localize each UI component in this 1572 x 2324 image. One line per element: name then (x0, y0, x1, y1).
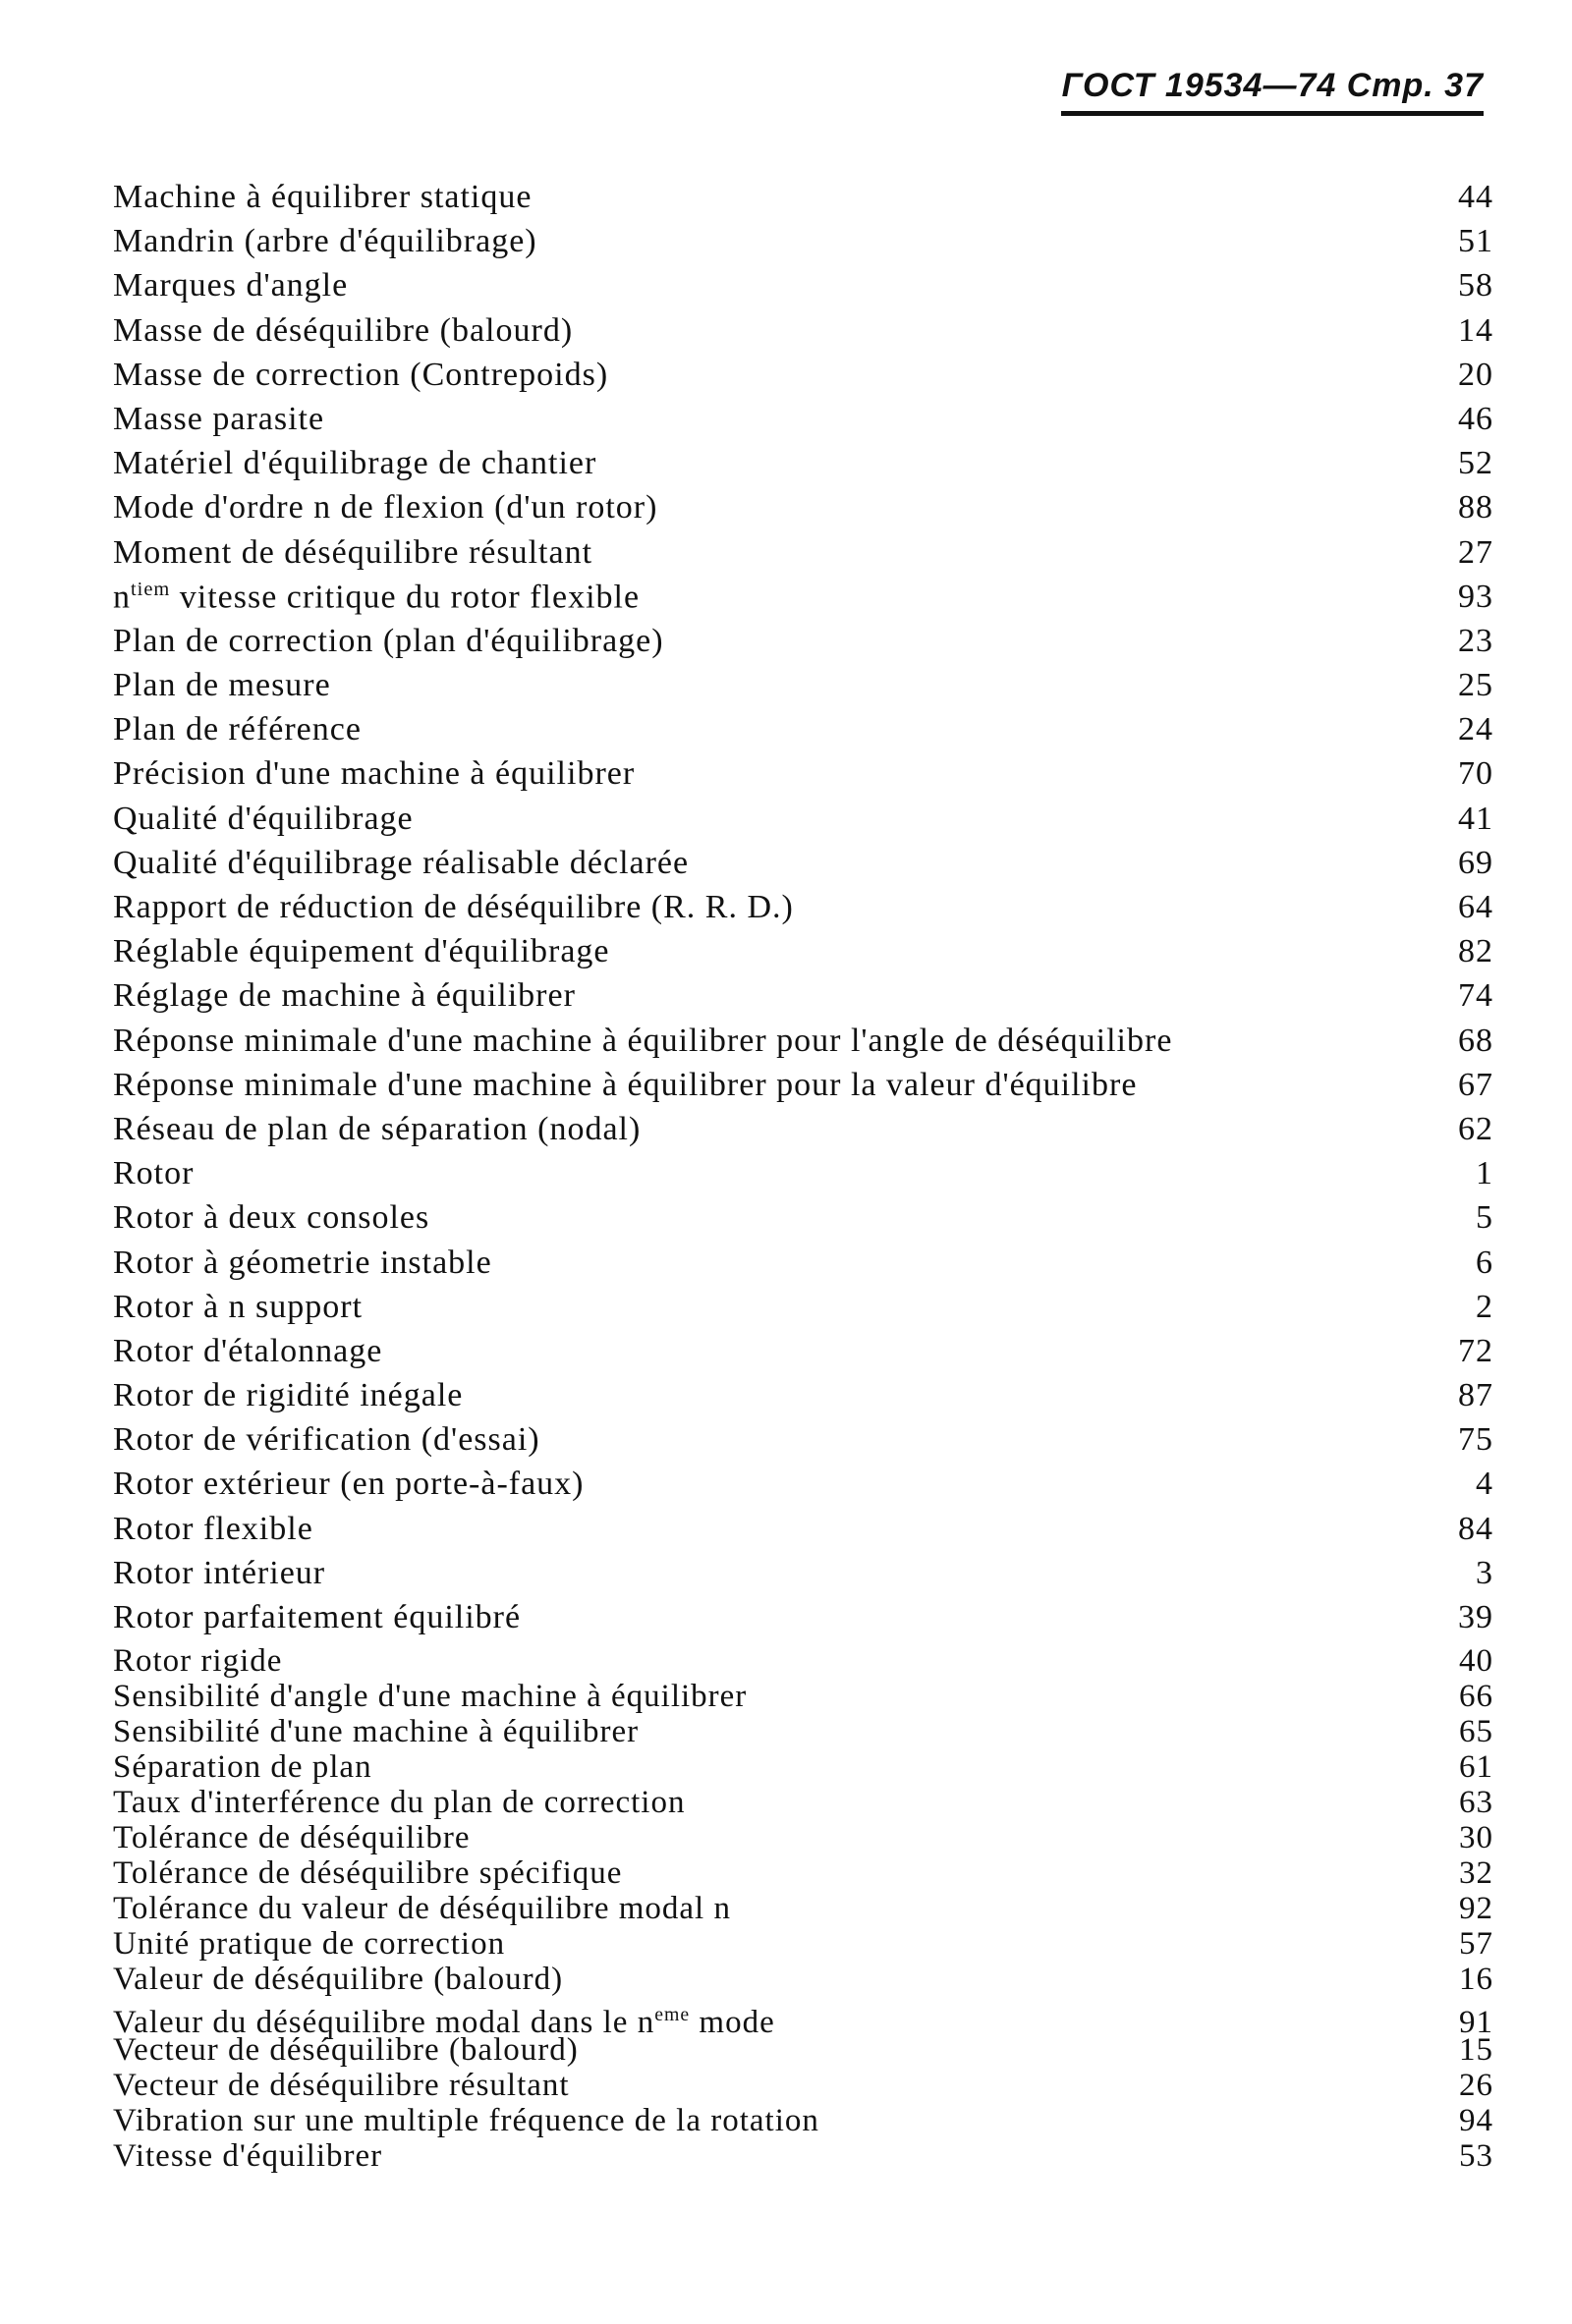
index-entry (113, 1333, 1493, 1377)
index-page-number: 68 (1458, 1022, 1493, 1059)
index-entry (113, 1289, 1493, 1333)
index-page-number: 70 (1458, 755, 1493, 793)
index-term: Réseau de plan de séparation (nodal) (113, 1110, 642, 1147)
index-page-number: 57 (1459, 1926, 1493, 1963)
index-entry (113, 1155, 1493, 1199)
index-term: Rotor à n support (113, 1288, 364, 1325)
index-page-number: 5 (1476, 1199, 1493, 1237)
index-entry (113, 223, 1493, 267)
index-page-number: 40 (1459, 1643, 1493, 1680)
index-term: Marques d'angle (113, 267, 349, 304)
index-entry (113, 1377, 1493, 1421)
index-entry (113, 1926, 1493, 1962)
index-term: Rotor à deux consoles (113, 1199, 430, 1237)
index-page-number: 2 (1476, 1288, 1493, 1325)
index-entry (113, 1714, 1493, 1749)
page-header-text: ГОСТ 19534—74 Стр. 37 (1061, 67, 1484, 104)
index-term: Vibration sur une multiple fréquence de la rotation (113, 2103, 819, 2139)
index-term: Machine à équilibrer statique (113, 179, 533, 215)
index-term: Vitesse d'équilibrer (113, 2138, 383, 2175)
index-entry (113, 1997, 1493, 2041)
index-page-number: 91 (1459, 2005, 1493, 2041)
index-entry (113, 312, 1493, 357)
index-term: Réponse minimale d'une machine à équilibrer pour l'angle de déséquilibre (113, 1022, 1173, 1059)
index-entry (113, 889, 1493, 933)
index-page-number: 84 (1458, 1510, 1493, 1547)
index-page-number: 4 (1476, 1466, 1493, 1503)
index-term: Plan de correction (plan d'équilibrage) (113, 622, 664, 659)
index-page-number: 39 (1458, 1599, 1493, 1635)
index-page-number: 52 (1458, 445, 1493, 482)
index-term: Rotor flexible (113, 1510, 313, 1547)
index-entry (113, 2032, 1493, 2068)
index-term: Rotor intérieur (113, 1554, 326, 1591)
index-term: Séparation de plan (113, 1749, 372, 1786)
alphabetical-index (113, 179, 1493, 2174)
index-page-number: 61 (1459, 1749, 1493, 1786)
index-page-number: 6 (1476, 1244, 1493, 1281)
index-term: Plan de référence (113, 711, 362, 748)
index-entry (113, 2103, 1493, 2138)
index-term-prefix: Valeur du déséquilibre modal dans le n (113, 2005, 655, 2041)
index-page-number: 72 (1458, 1332, 1493, 1369)
index-page-number: 74 (1458, 977, 1493, 1015)
index-entry (113, 1111, 1493, 1155)
index-entry (113, 1511, 1493, 1555)
index-entry (113, 2138, 1493, 2174)
index-page-number: 66 (1459, 1679, 1493, 1715)
index-term: Rotor d'étalonnage (113, 1332, 383, 1369)
index-entry (113, 1679, 1493, 1714)
index-page-number: 94 (1459, 2103, 1493, 2139)
index-term: Rotor rigide (113, 1643, 283, 1680)
index-page-number: 16 (1459, 1962, 1493, 1998)
index-page-number: 64 (1458, 889, 1493, 925)
index-page-number: 15 (1459, 2032, 1493, 2069)
index-term-text: mode (699, 2005, 775, 2041)
index-entry (113, 1421, 1493, 1466)
index-page-number: 32 (1459, 1855, 1493, 1892)
index-entry (113, 2068, 1493, 2103)
index-term: Rotor (113, 1155, 195, 1192)
index-page-number: 14 (1458, 311, 1493, 349)
index-entry (113, 1199, 1493, 1244)
index-entry (113, 933, 1493, 977)
index-entry (113, 1820, 1493, 1855)
index-page-number: 51 (1458, 223, 1493, 260)
index-term: Réponse minimale d'une machine à équilibrer pour la valeur d'équilibre (113, 1066, 1138, 1103)
index-term: Rotor à géometrie instable (113, 1244, 492, 1281)
index-entry (113, 1599, 1493, 1643)
index-entry (113, 401, 1493, 445)
index-term: Rotor de rigidité inégale (113, 1377, 464, 1414)
index-entry (113, 489, 1493, 533)
index-page-number: 25 (1458, 667, 1493, 704)
index-term: Rotor parfaitement équilibré (113, 1599, 522, 1635)
index-term: Masse parasite (113, 400, 325, 437)
index-term: Réglable équipement d'équilibrage (113, 933, 610, 970)
index-term: Plan de mesure (113, 667, 331, 704)
index-page-number: 88 (1458, 489, 1493, 526)
index-page-number: 30 (1459, 1820, 1493, 1856)
index-entry (113, 1749, 1493, 1785)
index-page-number: 69 (1458, 844, 1493, 881)
index-entry (113, 667, 1493, 711)
index-entry (113, 755, 1493, 800)
index-term: Qualité d'équilibrage réalisable déclarée (113, 844, 690, 881)
page-header (1061, 67, 1484, 116)
index-page-number: 41 (1458, 800, 1493, 837)
index-page-number: 92 (1459, 1891, 1493, 1927)
index-entry (113, 1555, 1493, 1599)
index-page-number: 24 (1458, 711, 1493, 748)
index-page-number: 65 (1459, 1714, 1493, 1750)
index-entry (113, 1855, 1493, 1891)
index-page-number: 93 (1458, 579, 1493, 616)
index-term: Mode d'ordre n de flexion (d'un rotor) (113, 489, 658, 526)
index-entry (113, 845, 1493, 889)
index-page-number: 53 (1459, 2138, 1493, 2175)
index-entry (113, 267, 1493, 311)
index-term-superscript: tiem (131, 578, 171, 600)
index-page-number: 62 (1458, 1110, 1493, 1147)
index-term: Mandrin (arbre d'équilibrage) (113, 223, 537, 260)
index-term: Tolérance du valeur de déséquilibre modal n (113, 1891, 731, 1927)
index-term: Matériel d'équilibrage de chantier (113, 445, 597, 482)
index-page-number: 23 (1458, 622, 1493, 659)
index-term: Taux d'interférence du plan de correction (113, 1785, 686, 1821)
index-page-number: 1 (1476, 1155, 1493, 1192)
index-page-number: 75 (1458, 1421, 1493, 1459)
index-term-text: vitesse critique du rotor flexible (179, 579, 641, 616)
index-entry (113, 357, 1493, 401)
index-term: Réglage de machine à équilibrer (113, 977, 576, 1015)
index-page-number: 26 (1459, 2068, 1493, 2104)
index-term: Tolérance de déséquilibre spécifique (113, 1855, 623, 1892)
index-term: Unité pratique de correction (113, 1926, 506, 1963)
index-page-number: 27 (1458, 533, 1493, 571)
index-entry (113, 179, 1493, 223)
index-term: Précision d'une machine à équilibrer (113, 755, 636, 793)
index-term: Rapport de réduction de déséquilibre (R. R. D.) (113, 889, 794, 925)
index-entry (113, 801, 1493, 845)
index-entry (113, 623, 1493, 667)
index-entry (113, 1023, 1493, 1067)
index-entry (113, 534, 1493, 579)
index-page-number: 20 (1458, 356, 1493, 393)
index-term-prefix: n (113, 579, 131, 616)
index-page-number: 58 (1458, 267, 1493, 304)
index-term: Moment de déséquilibre résultant (113, 533, 593, 571)
index-entry (113, 711, 1493, 755)
index-entry (113, 1785, 1493, 1820)
index-entry (113, 1643, 1493, 1679)
index-term: Vecteur de déséquilibre (balourd) (113, 2032, 579, 2069)
index-page-number: 82 (1458, 933, 1493, 970)
index-page-number: 3 (1476, 1554, 1493, 1591)
index-entry (113, 1962, 1493, 1997)
index-entry (113, 1891, 1493, 1926)
index-entry (113, 1067, 1493, 1111)
index-entry (113, 1245, 1493, 1289)
index-page-number: 67 (1458, 1066, 1493, 1103)
index-term: Vecteur de déséquilibre résultant (113, 2068, 570, 2104)
index-entry (113, 977, 1493, 1022)
index-term (113, 579, 1454, 616)
index-term: Tolérance de déséquilibre (113, 1820, 471, 1856)
index-page-number: 44 (1458, 179, 1493, 215)
index-term: Sensibilité d'une machine à équilibrer (113, 1714, 640, 1750)
index-term: Masse de déséquilibre (balourd) (113, 311, 574, 349)
index-entry (113, 579, 1493, 623)
index-term-superscript: eme (654, 2004, 691, 2026)
index-page-number: 46 (1458, 400, 1493, 437)
index-term: Masse de correction (Contrepoids) (113, 356, 609, 393)
index-term: Rotor extérieur (en porte-à-faux) (113, 1466, 585, 1503)
index-term: Sensibilité d'angle d'une machine à équilibrer (113, 1679, 748, 1715)
index-entry (113, 1466, 1493, 1510)
index-term: Rotor de vérification (d'essai) (113, 1421, 540, 1459)
index-entry (113, 445, 1493, 489)
index-page-number: 63 (1459, 1785, 1493, 1821)
index-page-number: 87 (1458, 1377, 1493, 1414)
index-term: Qualité d'équilibrage (113, 800, 414, 837)
index-term: Valeur de déséquilibre (balourd) (113, 1962, 564, 1998)
header-rule (1061, 111, 1484, 116)
